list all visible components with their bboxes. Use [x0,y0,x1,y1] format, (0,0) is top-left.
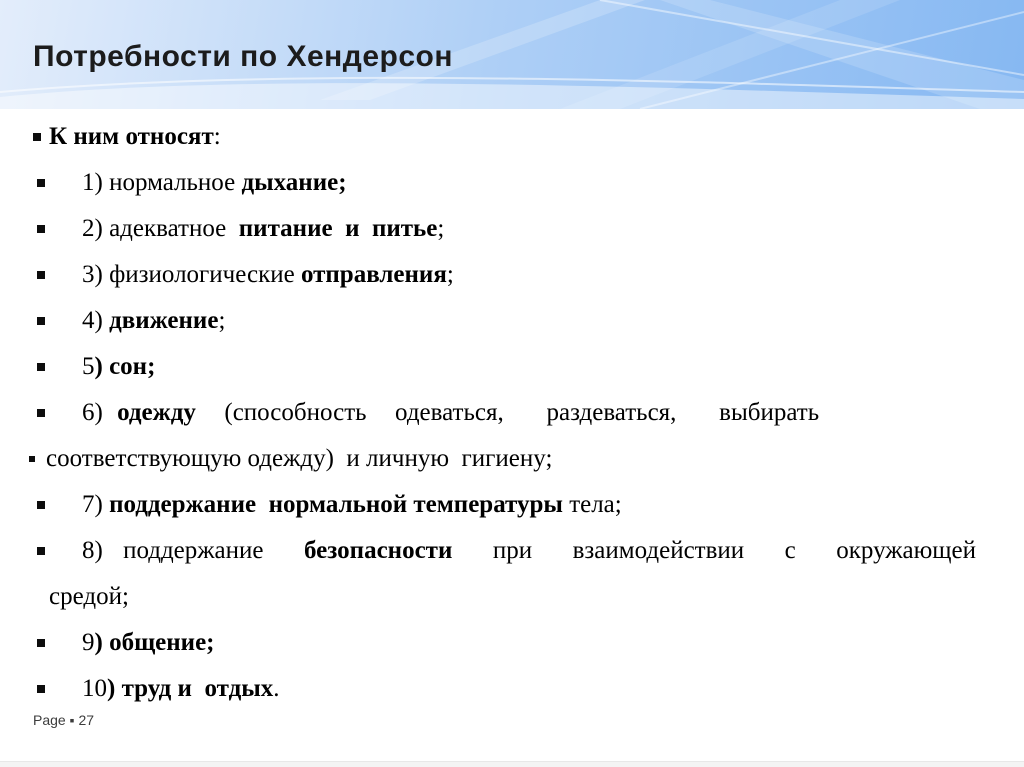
list-item-text: 8) поддержание безопасности при взаимодействии с окружающей [82,537,977,564]
list-item [0,344,1024,390]
bullet-icon [29,456,35,462]
list-item [0,528,1024,574]
list-item [0,574,1024,620]
list-item-text: 4) движение; [82,307,226,334]
bullet-icon [37,317,45,325]
list-item [0,160,1024,206]
list-item [0,482,1024,528]
list-item [0,620,1024,666]
page-number: Page ▪ 27 [33,712,95,728]
list-item-text: 5) сон; [82,353,156,380]
list-item [0,666,1024,712]
list-item-text: 6) одежду (способность одеваться, раздеваться, выбирать [82,399,820,426]
list-item [0,436,1024,482]
bullet-icon [37,179,45,187]
list-item [0,390,1024,436]
list-item-text: соответствующую одежду) и личную гигиену; [46,445,553,472]
bullet-icon [37,271,45,279]
bullet-icon [37,639,45,647]
list-item-text: К ним относят: [49,123,221,150]
bullet-icon [37,363,45,371]
bullet-icon [37,501,45,509]
list-item-text: средой; [49,583,129,610]
list-item-text: 7) поддержание нормальной температуры тела; [82,491,622,518]
list-item [0,114,1024,160]
list-item [0,298,1024,344]
list-item-text: 9) общение; [82,629,215,656]
bullet-icon [37,225,45,233]
bullet-icon [37,409,45,417]
bullet-icon [37,547,45,555]
bullet-list [0,109,1024,712]
bottom-edge [0,761,1024,767]
list-item-text: 2) адекватное питание и питье; [82,215,445,242]
page-title: Потребности по Хендерсон [33,40,453,73]
list-item [0,252,1024,298]
list-item-text: 3) физиологические отправления; [82,261,454,288]
bullet-icon [37,685,45,693]
bullet-icon [33,133,41,141]
list-item [0,206,1024,252]
list-item-text: 1) нормальное дыхание; [82,169,347,196]
slide-header [0,0,1024,109]
list-item-text: 10) труд и отдых. [82,675,280,702]
